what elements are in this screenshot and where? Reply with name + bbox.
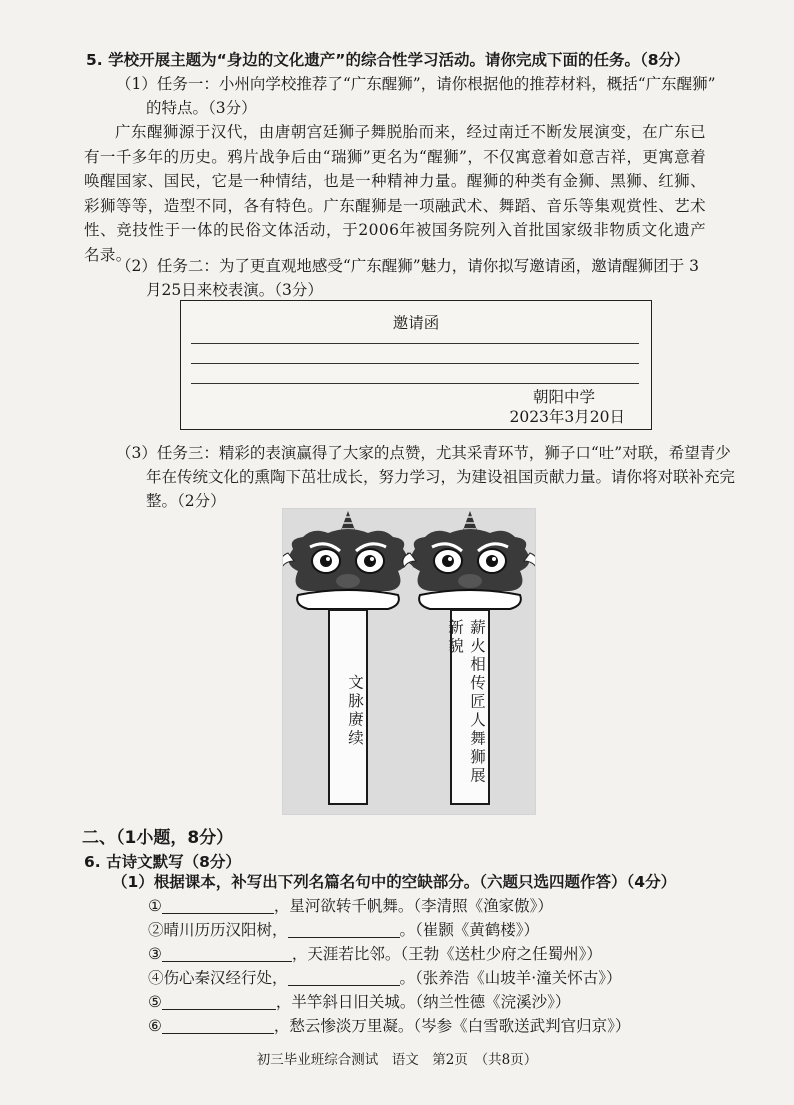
lion-couplet-illustration xyxy=(282,508,536,815)
task1-line2: 的特点。（3分） xyxy=(146,99,257,117)
answer-blank[interactable] xyxy=(162,897,274,914)
recitation-item-5: ⑤ ，半竿斜日旧关城。（纳兰性德《浣溪沙》） xyxy=(148,993,571,1011)
answer-blank[interactable] xyxy=(162,1017,274,1034)
invitation-signature: 朝阳中学 xyxy=(532,388,595,406)
question-6-sub: （1）根据课本，补写出下列名篇名句中的空缺部分。（六题只选四题作答）（4分） xyxy=(112,873,677,891)
recommendation-passage: 广东醒狮源于汉代，由唐朝宫廷狮子舞脱胎而来，经过南迁不断发展演变，在广东已有一千多年的历史。鸦片战争后由“瑞狮”更名为“醒狮”，不仅寓意着如意吉祥，更寓意着唤醒国家、国民，它是一种情结，也是一种精神力量。醒狮的种类有金狮、黑狮、红狮、彩狮等等，造型不同，各有特色。广东醒狮是一项融武术、舞蹈、音乐等集观赏性、艺术性、竞技性于一体的民俗文体活动，于2006年被国务院列入首批国家级非物质文化遗产名录。 xyxy=(84,123,706,264)
lion-heads-icon xyxy=(283,509,535,814)
invitation-date: 2023年3月20日 xyxy=(509,408,625,426)
task3-line2: 年在传统文化的熏陶下茁壮成长，努力学习，为建设祖国贡献力量。请你将对联补充完 xyxy=(146,468,736,486)
invitation-letter-box[interactable] xyxy=(180,300,652,430)
recitation-item-3: ③ ，天涯若比邻。（王勃《送杜少府之任蜀州》） xyxy=(148,945,602,963)
recitation-item-1: ① ，星河欲转千帆舞。（李清照《渔家傲》） xyxy=(148,897,553,915)
couplet-left-text: 文脉赓续 xyxy=(346,674,364,748)
question-6-header: 6. 古诗文默写（8分） xyxy=(84,853,241,871)
answer-blank[interactable] xyxy=(288,969,400,986)
answer-line[interactable] xyxy=(191,383,639,384)
answer-blank[interactable] xyxy=(162,993,276,1010)
invitation-title: 邀请函 xyxy=(392,314,440,332)
recitation-item-4: ④伤心秦汉经行处， 。（张养浩《山坡羊·潼关怀古》） xyxy=(148,969,622,987)
couplet-left-scroll[interactable] xyxy=(328,609,368,805)
answer-line[interactable] xyxy=(191,363,639,364)
answer-blank[interactable] xyxy=(162,945,292,962)
couplet-right-scroll xyxy=(446,609,490,805)
answer-blank[interactable] xyxy=(288,921,400,938)
task1-line1: （1）任务一：小州向学校推荐了“广东醒狮”，请你根据他的推荐材料，概括“广东醒狮” xyxy=(116,75,716,93)
recitation-item-2: ②晴川历历汉阳树， 。（崔颢《黄鹤楼》） xyxy=(148,921,540,939)
task3-line3: 整。（2分） xyxy=(146,492,226,510)
section-2-header: 二、（1小题，8分） xyxy=(82,828,234,848)
task3-line1: （3）任务三：精彩的表演赢得了大家的点赞，尤其采青环节，狮子口“吐”对联，希望青少 xyxy=(116,444,731,462)
answer-line[interactable] xyxy=(191,343,639,344)
page-footer: 初三毕业班综合测试 语文 第2页 （共8页） xyxy=(256,1052,538,1068)
couplet-right-text: 薪火相传匠人舞狮展新貌 xyxy=(446,619,486,786)
question-5-header: 5. 学校开展主题为“身边的文化遗产”的综合性学习活动。请你完成下面的任务。（8分） xyxy=(86,51,690,69)
task2-line1: （2）任务二：为了更直观地感受“广东醒狮”魅力，请你拟写邀请函，邀请醒狮团于 3 xyxy=(116,257,700,275)
recitation-item-6: ⑥ ，愁云惨淡万里凝。（岑参《白雪歌送武判官归京》） xyxy=(148,1017,631,1035)
task2-line2: 月25日来校表演。（3分） xyxy=(146,281,323,299)
